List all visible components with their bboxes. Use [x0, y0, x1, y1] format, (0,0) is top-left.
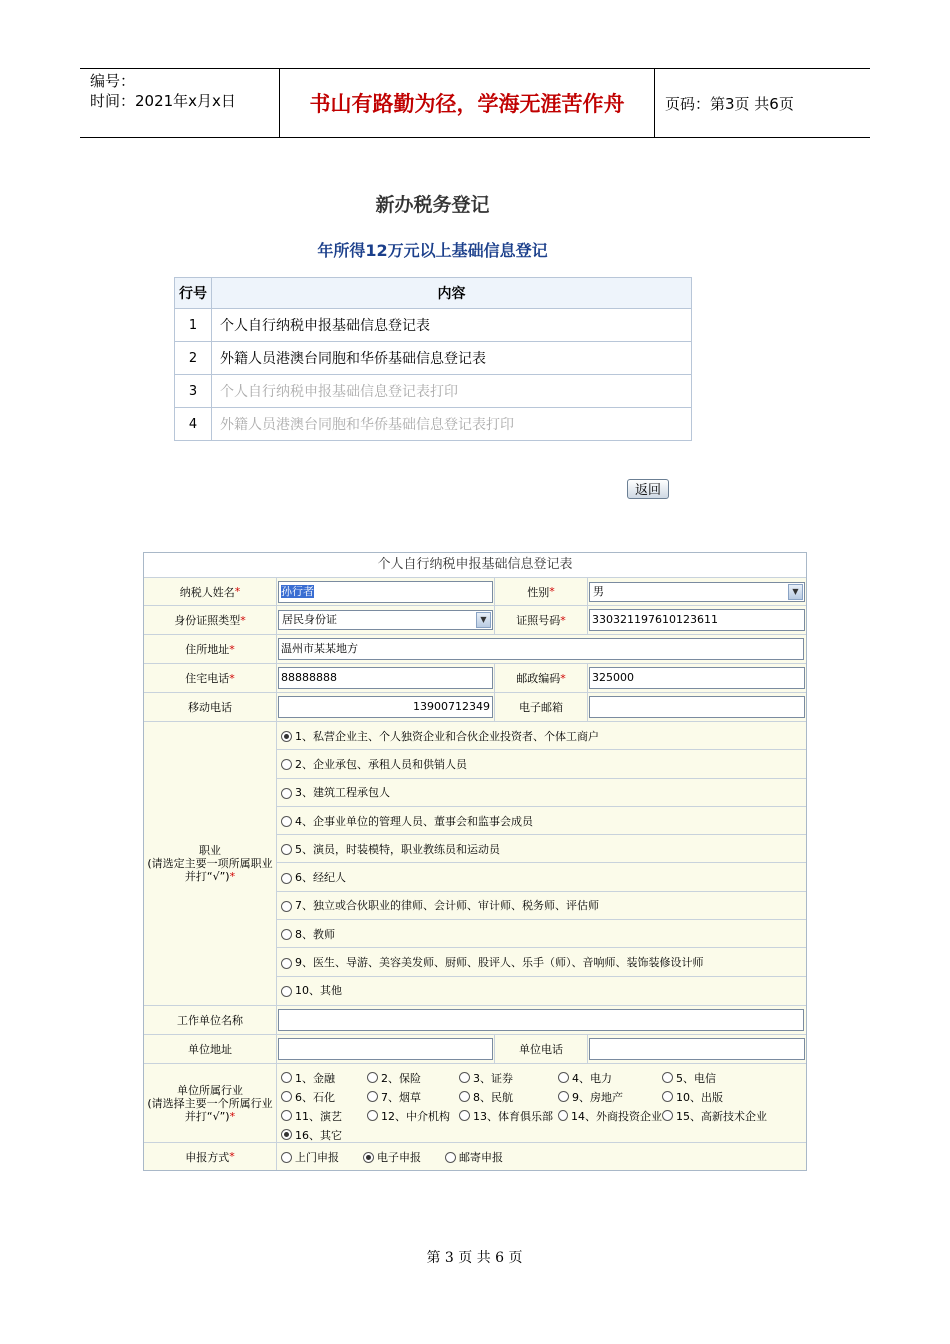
col-header-row-no: 行号 — [175, 278, 212, 309]
menu-link-foreign-form[interactable]: 外籍人员港澳台同胞和华侨基础信息登记表 — [212, 342, 692, 375]
occupation-option[interactable] — [281, 869, 346, 885]
industry-option[interactable] — [558, 1068, 662, 1087]
form-row-unit-address-phone — [144, 1035, 806, 1064]
form-row-address — [144, 635, 806, 664]
radio-label: 3、证券 — [473, 1071, 513, 1085]
address-cell — [277, 635, 806, 663]
address-input[interactable]: 温州市某某地方 — [278, 638, 804, 660]
home-phone-cell — [277, 664, 494, 692]
radio-label: 3、建筑工程承包人 — [295, 786, 390, 800]
email-cell — [588, 693, 806, 721]
radio-button[interactable] — [558, 1110, 568, 1121]
industry-option[interactable] — [558, 1087, 662, 1106]
table-row[interactable] — [175, 309, 692, 342]
form-row-mobile-email — [144, 693, 806, 722]
radio-label: 1、金融 — [295, 1071, 335, 1085]
radio-button[interactable] — [281, 1152, 292, 1163]
gender-select[interactable] — [589, 582, 805, 602]
menu-link-personal-print: 个人自行纳税申报基础信息登记表打印 — [212, 375, 692, 408]
row-number: 2 — [175, 342, 212, 375]
email-input[interactable] — [589, 696, 805, 718]
radio-label: 7、烟草 — [381, 1090, 421, 1104]
occupation-option[interactable] — [281, 756, 467, 772]
document-header — [80, 68, 870, 138]
radio-label: 1、私营企业主、个人独资企业和合伙企业投资者、个体工商户 — [295, 729, 599, 743]
radio-label: 8、民航 — [473, 1090, 513, 1104]
home-phone-input[interactable]: 88888888 — [278, 667, 493, 689]
radio-label: 5、演员，时装模特，职业教练员和运动员 — [295, 842, 500, 856]
chevron-down-icon[interactable]: ▼ — [476, 612, 491, 628]
table-row — [175, 375, 692, 408]
id-type-label: 身份证照类型 * — [144, 606, 277, 634]
radio-button[interactable] — [281, 1129, 292, 1140]
radio-button[interactable] — [662, 1091, 673, 1102]
industry-option[interactable] — [367, 1106, 459, 1125]
mobile-label: 移动电话 — [144, 693, 277, 721]
code-label: 编号： — [90, 72, 136, 90]
radio-button[interactable] — [367, 1110, 378, 1121]
radio-label: 6、石化 — [295, 1090, 335, 1104]
radio-label: 7、独立或合伙职业的律师、会计师、审计师、税务师、评估师 — [295, 899, 599, 913]
occupation-option[interactable] — [281, 813, 533, 829]
menu-table-header — [175, 278, 692, 309]
list-item — [277, 920, 806, 948]
industry-option[interactable] — [281, 1106, 367, 1125]
list-item — [277, 779, 806, 807]
form-row-work-unit — [144, 1006, 806, 1035]
radio-button[interactable] — [281, 731, 292, 742]
radio-button[interactable] — [459, 1072, 470, 1083]
gender-label: 性别 * — [494, 578, 588, 605]
radio-label: 15、高新技术企业 — [676, 1109, 767, 1123]
work-unit-input[interactable] — [278, 1009, 804, 1031]
industry-option[interactable] — [662, 1106, 772, 1125]
industry-option[interactable] — [459, 1087, 558, 1106]
row-number: 4 — [175, 408, 212, 441]
radio-label: 4、电力 — [572, 1071, 612, 1085]
mobile-input[interactable]: 13900712349 — [278, 696, 493, 718]
filing-options — [277, 1143, 806, 1170]
gender-value: 男 — [593, 584, 604, 598]
radio-button[interactable] — [281, 958, 292, 969]
id-no-cell — [588, 606, 806, 634]
radio-button[interactable] — [445, 1152, 456, 1163]
radio-button[interactable] — [459, 1110, 470, 1121]
header-meta — [80, 69, 280, 137]
industry-option[interactable] — [662, 1087, 772, 1106]
radio-button[interactable] — [281, 759, 292, 770]
table-row[interactable] — [175, 342, 692, 375]
industry-option[interactable] — [367, 1087, 459, 1106]
radio-button[interactable] — [281, 1091, 292, 1102]
id-no-input[interactable]: 330321197610123611 — [589, 609, 805, 631]
filing-option[interactable] — [281, 1149, 363, 1165]
menu-table — [174, 277, 692, 441]
form-row-occupation — [144, 722, 806, 1006]
industry-option[interactable] — [367, 1068, 459, 1087]
filing-option[interactable] — [445, 1149, 535, 1165]
form-caption: 个人自行纳税申报基础信息登记表 — [144, 553, 806, 578]
form-row-phone-postcode — [144, 664, 806, 693]
unit-phone-cell — [588, 1035, 806, 1063]
occupation-option[interactable] — [281, 954, 704, 970]
time-label: 时间：2021年x月x日 — [90, 92, 236, 110]
radio-button[interactable] — [281, 986, 292, 997]
col-header-content: 内容 — [212, 278, 692, 309]
row-number: 3 — [175, 375, 212, 408]
radio-label: 13、体育俱乐部 — [473, 1109, 553, 1123]
list-item — [277, 892, 806, 920]
industry-option[interactable] — [459, 1068, 558, 1087]
industry-option[interactable] — [459, 1106, 558, 1125]
list-item — [277, 948, 806, 976]
radio-button[interactable] — [281, 1110, 292, 1121]
unit-address-input[interactable] — [278, 1038, 493, 1060]
work-unit-label: 工作单位名称 — [144, 1006, 277, 1034]
radio-button[interactable] — [662, 1110, 673, 1121]
industry-option[interactable] — [281, 1125, 367, 1144]
radio-button[interactable] — [281, 844, 292, 855]
radio-label: 5、电信 — [676, 1071, 716, 1085]
radio-button[interactable] — [363, 1152, 374, 1163]
radio-button[interactable] — [558, 1091, 569, 1102]
industry-options — [277, 1064, 806, 1142]
name-value: 孙行者 — [281, 584, 314, 598]
filing-label: 申报方式 * — [144, 1143, 277, 1170]
id-no-label: 证照号码 * — [494, 606, 588, 634]
radio-label: 9、医生、导游、美容美发师、厨师、股评人、乐手（师）、音响师、装饰装修设计师 — [295, 956, 704, 970]
radio-label: 4、企事业单位的管理人员、董事会和监事会成员 — [295, 814, 533, 828]
occupation-option[interactable] — [281, 982, 342, 998]
list-item — [277, 863, 806, 891]
gender-cell — [588, 578, 806, 605]
radio-button[interactable] — [281, 1072, 292, 1083]
list-item — [277, 807, 806, 835]
chevron-down-icon[interactable]: ▼ — [788, 584, 803, 600]
menu-link-foreign-print: 外籍人员港澳台同胞和华侨基础信息登记表打印 — [212, 408, 692, 441]
radio-button[interactable] — [558, 1072, 569, 1083]
radio-label: 邮寄申报 — [459, 1150, 503, 1164]
page-subtitle: 年所得12万元以上基础信息登记 — [317, 241, 548, 260]
name-cell — [277, 578, 494, 605]
name-input[interactable] — [278, 581, 493, 603]
radio-label: 6、经纪人 — [295, 871, 346, 885]
radio-button[interactable] — [281, 901, 292, 912]
mobile-cell — [277, 693, 494, 721]
radio-button[interactable] — [281, 929, 292, 940]
radio-label: 上门申报 — [295, 1150, 339, 1164]
list-item — [277, 835, 806, 863]
occupation-option[interactable] — [281, 841, 500, 857]
radio-label: 11、演艺 — [295, 1109, 342, 1123]
unit-phone-input[interactable] — [589, 1038, 805, 1060]
table-row — [175, 408, 692, 441]
header-page-info: 页码：第3页 共6页 — [665, 94, 794, 113]
radio-label: 10、出版 — [676, 1090, 723, 1104]
radio-button[interactable] — [281, 816, 292, 827]
form-row-name-gender — [144, 578, 806, 606]
unit-address-cell — [277, 1035, 494, 1063]
page-footer: 第 3 页 共 6 页 — [426, 1250, 523, 1266]
email-label: 电子邮箱 — [494, 693, 588, 721]
list-item — [277, 977, 806, 1004]
id-type-select[interactable] — [278, 610, 493, 630]
page-title: 新办税务登记 — [375, 194, 490, 216]
postcode-cell — [588, 664, 806, 692]
form-row-filing — [144, 1143, 806, 1170]
id-type-cell — [277, 606, 494, 634]
postcode-input[interactable]: 325000 — [589, 667, 805, 689]
industry-option[interactable] — [281, 1068, 367, 1087]
menu-link-personal-form[interactable]: 个人自行纳税申报基础信息登记表 — [212, 309, 692, 342]
registration-form — [143, 552, 807, 1171]
radio-button[interactable] — [367, 1091, 378, 1102]
postcode-label: 邮政编码 * — [494, 664, 588, 692]
radio-button[interactable] — [281, 873, 292, 884]
home-phone-label: 住宅电话 * — [144, 664, 277, 692]
radio-button[interactable] — [281, 788, 292, 799]
occupation-option[interactable] — [281, 784, 390, 800]
radio-label: 电子申报 — [377, 1150, 421, 1164]
row-number: 1 — [175, 309, 212, 342]
occupation-label: 职业 (请选定主要一项所属职业 并打“√”)* — [144, 722, 277, 1005]
industry-option[interactable] — [281, 1087, 367, 1106]
filing-option[interactable] — [363, 1149, 445, 1165]
id-type-value: 居民身份证 — [282, 613, 337, 626]
radio-label: 9、房地产 — [572, 1090, 623, 1104]
radio-label: 10、其他 — [295, 984, 342, 998]
occupation-options — [277, 722, 806, 1005]
form-row-id — [144, 606, 806, 635]
name-label: 纳税人姓名 * — [144, 578, 277, 605]
radio-label: 12、中介机构 — [381, 1109, 450, 1123]
radio-button[interactable] — [459, 1091, 470, 1102]
address-label: 住所地址 * — [144, 635, 277, 663]
work-unit-cell — [277, 1006, 806, 1034]
back-button[interactable]: 返回 — [627, 479, 669, 499]
radio-button[interactable] — [662, 1072, 673, 1083]
unit-address-label: 单位地址 — [144, 1035, 277, 1063]
radio-label: 2、企业承包、承租人员和供销人员 — [295, 757, 467, 771]
radio-button[interactable] — [367, 1072, 378, 1083]
radio-label: 8、教师 — [295, 927, 335, 941]
header-motto: 书山有路勤为径，学海无涯苦作舟 — [280, 69, 655, 137]
radio-label: 16、其它 — [295, 1128, 342, 1142]
list-item — [277, 750, 806, 778]
unit-phone-label: 单位电话 — [494, 1035, 588, 1063]
industry-option[interactable] — [558, 1106, 662, 1125]
occupation-option[interactable] — [281, 897, 599, 913]
occupation-option[interactable] — [281, 926, 335, 942]
occupation-option[interactable] — [281, 728, 599, 744]
radio-label: 2、保险 — [381, 1071, 421, 1085]
form-row-industry — [144, 1064, 806, 1143]
industry-option[interactable] — [662, 1068, 772, 1087]
list-item — [277, 722, 806, 750]
radio-label: 14、外商投资企业 — [571, 1109, 662, 1123]
industry-label: 单位所属行业 (请选择主要一个所属行业 并打“√”)* — [144, 1064, 277, 1142]
